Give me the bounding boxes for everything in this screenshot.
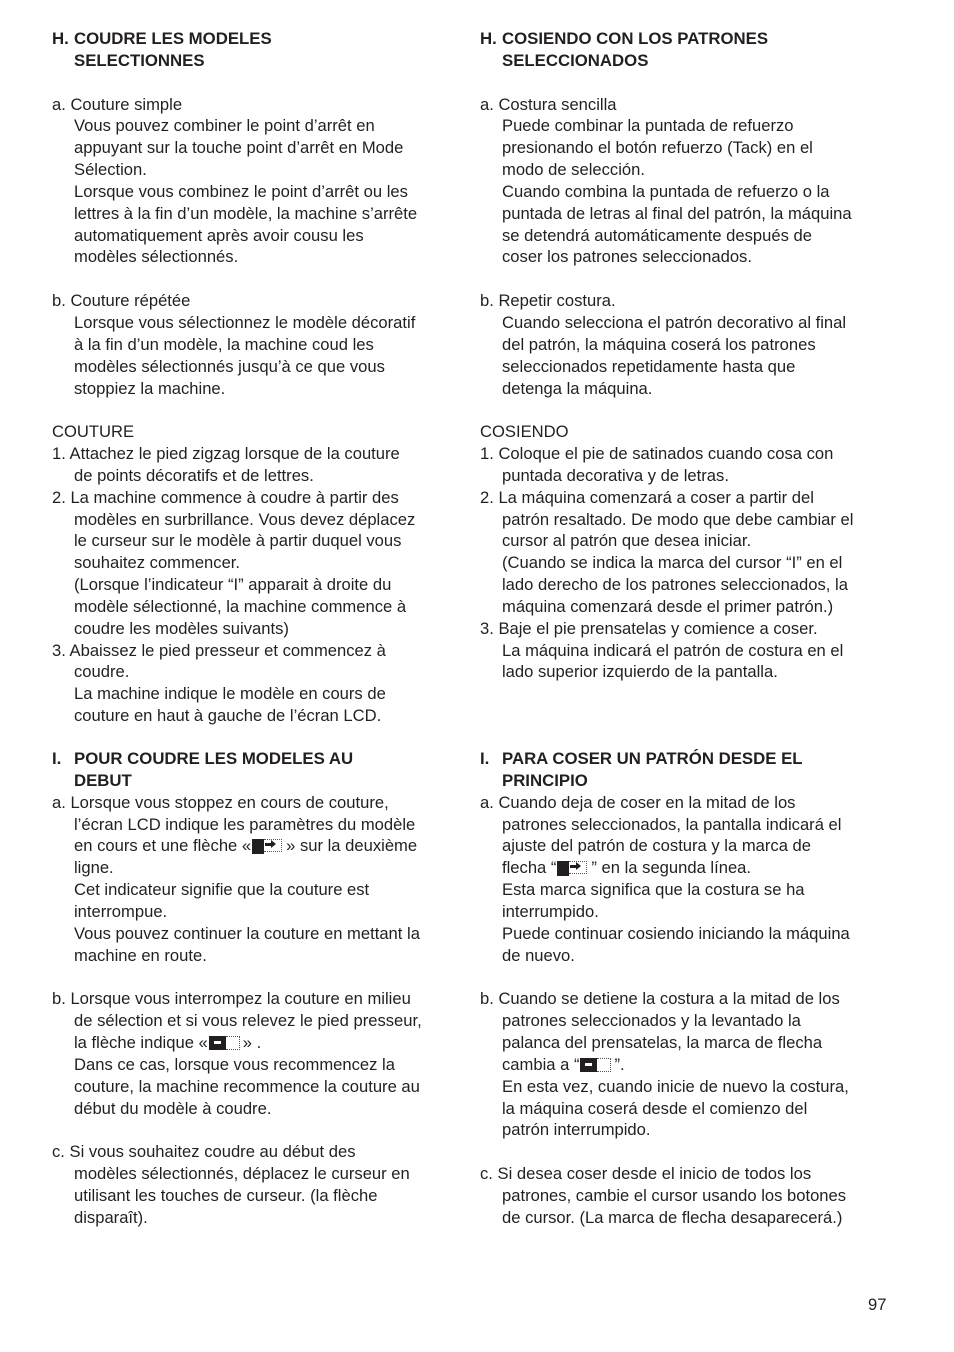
text-line: interrumpido.	[502, 901, 599, 921]
subheading-couture: COUTURE	[52, 422, 135, 442]
text-line: patrón interrumpido.	[502, 1120, 651, 1140]
text-line: c. Si vous souhaitez coudre au début des	[52, 1142, 356, 1162]
section-heading-h-cont: SELECCIONADOS	[502, 50, 649, 70]
text-line: se detendrá automáticamente después de	[502, 225, 812, 245]
text-line: máquina comenzará desde el primer patrón.)	[502, 596, 834, 616]
section-heading-i-cont: DEBUT	[74, 770, 132, 790]
text-line: souhaitez commencer.	[74, 553, 241, 573]
arrow-block-indicator-icon	[209, 1036, 242, 1051]
left-column	[52, 28, 462, 1229]
text-line: a. Couture simple	[52, 94, 183, 114]
text-line: Vous pouvez continuer la couture en mettant la	[74, 923, 420, 943]
text-line: presionando el botón refuerzo (Tack) en el	[502, 138, 813, 158]
text-line: a. Cuando deja de coser en la mitad de los	[480, 792, 796, 812]
text-line: b. Couture répétée	[52, 291, 191, 311]
arrow-indicator-icon	[252, 839, 285, 854]
text-line: patrones, cambie el cursor usando los botones	[502, 1185, 847, 1205]
text-line: del patrón, la máquina coserá los patrones	[502, 334, 816, 354]
text-line: modèles sélectionnés, déplacez le curseur en	[74, 1164, 410, 1184]
text-line: interrompue.	[74, 901, 168, 921]
text-line: coudre les modèles suivants)	[74, 618, 289, 638]
section-heading-i: I. PARA COSER UN PATRÓN DESDE EL	[480, 749, 803, 768]
text-line: Cet indicateur signifie que la couture est	[74, 880, 370, 900]
text-line: Vous pouvez combiner le point d’arrêt en	[74, 116, 375, 136]
text-line: 2. La machine commence à coudre à partir des	[52, 487, 399, 507]
text-line: cursor al patrón que desea iniciar.	[502, 531, 752, 551]
subheading-cosiendo: COSIENDO	[480, 422, 569, 442]
text-line: palanca del prensatelas, la marca de flecha	[502, 1032, 823, 1052]
text-line: de points décoratifs et de lettres.	[74, 465, 314, 485]
text-line: stoppiez la machine.	[74, 378, 226, 398]
text-line: Cuando selecciona el patrón decorativo al final	[502, 312, 847, 332]
section-heading-h: H. COSIENDO CON LOS PATRONES	[480, 29, 769, 48]
text-line: b. Cuando se detiene la costura a la mitad de los	[480, 989, 840, 1009]
text-line-with-icon: la flèche indique « » .	[74, 1032, 262, 1052]
text-line: de nuevo.	[502, 945, 575, 965]
text-line: lado derecho de los patrones seleccionados, la	[502, 575, 848, 595]
text-line: de cursor. (La marca de flecha desaparecerá.)	[502, 1207, 843, 1227]
text-line: b. Lorsque vous interrompez la couture en milieu	[52, 989, 411, 1009]
text-line: Sélection.	[74, 160, 147, 180]
text-line: modèle sélectionné, la machine commence à	[74, 596, 407, 616]
text-line-with-icon: flecha “ ” en la segunda línea.	[502, 858, 752, 878]
text-line: Cuando combina la puntada de refuerzo o la	[502, 181, 830, 201]
text-line: (Lorsque l’indicateur “I” apparait à droite du	[74, 575, 392, 595]
text-line: modèles en surbrillance. Vous devez déplacez	[74, 509, 416, 529]
text-line: puntada de letras al final del patrón, la máquina	[502, 203, 852, 223]
arrow-indicator-icon	[557, 861, 590, 876]
text-line: Esta marca significa que la costura se ha	[502, 880, 805, 900]
text-line: modèles sélectionnés jusqu’à ce que vous	[74, 356, 385, 376]
text-line: coser los patrones seleccionados.	[502, 247, 752, 267]
text-line: Puede continuar cosiendo iniciando la máquina	[502, 923, 850, 943]
text-line: la máquina coserá desde el comienzo del	[502, 1098, 808, 1118]
text-line: lado superior izquierdo de la pantalla.	[502, 662, 778, 682]
text-line: 2. La máquina comenzará a coser a partir del	[480, 487, 814, 507]
text-line: (Cuando se indica la marca del cursor “I” en el	[502, 553, 843, 573]
text-line: l’écran LCD indique les paramètres du modèle	[74, 814, 416, 834]
text-line: a. Lorsque vous stoppez en cours de couture,	[52, 792, 389, 812]
text-line: ligne.	[74, 858, 114, 878]
text-line-with-icon: en cours et une flèche « » sur la deuxième	[74, 836, 418, 856]
text-line: a. Costura sencilla	[480, 94, 617, 114]
text-line: appuyant sur la touche point d’arrêt en Mode	[74, 138, 404, 158]
text-line: à la fin d’un modèle, la machine coud les	[74, 334, 374, 354]
text-line: Dans ce cas, lorsque vous recommencez la	[74, 1054, 395, 1074]
text-line: modo de selección.	[502, 160, 645, 180]
text-line: début du modèle à coudre.	[74, 1098, 272, 1118]
text-line: coudre.	[74, 662, 130, 682]
section-heading-i: I. POUR COUDRE LES MODELES AU	[52, 749, 354, 768]
text-line-with-icon: cambia a “ ”.	[502, 1054, 625, 1074]
page-number: 97	[868, 1295, 887, 1314]
arrow-block-indicator-icon	[580, 1058, 613, 1073]
text-line: La machine indique le modèle en cours de	[74, 684, 386, 704]
text-line: seleccionados repetidamente hasta que	[502, 356, 796, 376]
text-line: puntada decorativa y de letras.	[502, 465, 729, 485]
text-line: Lorsque vous combinez le point d’arrêt ou les	[74, 181, 408, 201]
text-line: 3. Abaissez le pied presseur et commencez à	[52, 640, 386, 660]
text-line: 3. Baje el pie prensatelas y comience a coser.	[480, 618, 818, 638]
text-line: patrón resaltado. De modo que debe cambiar el	[502, 509, 854, 529]
text-line: lettres à la fin d’un modèle, la machine s’arrête	[74, 203, 418, 223]
text-line: machine en route.	[74, 945, 207, 965]
text-line: En esta vez, cuando inicie de nuevo la costura,	[502, 1076, 849, 1096]
text-line: de sélection et si vous relevez le pied presseur,	[74, 1011, 422, 1031]
text-line: couture en haut à gauche de l’écran LCD.	[74, 706, 382, 726]
text-line: Puede combinar la puntada de refuerzo	[502, 116, 794, 136]
text-line: Lorsque vous sélectionnez le modèle décoratif	[74, 312, 416, 332]
section-heading-i-cont: PRINCIPIO	[502, 770, 588, 790]
text-line: patrones seleccionados y la levantado la	[502, 1011, 801, 1031]
section-heading-h: H. COUDRE LES MODELES	[52, 29, 272, 48]
text-line: detenga la máquina.	[502, 378, 653, 398]
text-line: b. Repetir costura.	[480, 291, 616, 311]
text-line: patrones seleccionados, la pantalla indicará el	[502, 814, 842, 834]
text-line: le curseur sur le modèle à partir duquel vous	[74, 531, 402, 551]
text-line: modèles sélectionnés.	[74, 247, 239, 267]
text-line: utilisant les touches de curseur. (la flèche	[74, 1185, 378, 1205]
text-line: automatiquement après avoir cousu les	[74, 225, 364, 245]
text-line: 1. Coloque el pie de satinados cuando cosa con	[480, 444, 834, 464]
text-line: 1. Attachez le pied zigzag lorsque de la couture	[52, 444, 400, 464]
text-line: disparaît).	[74, 1207, 148, 1227]
text-line: couture, la machine recommence la couture au	[74, 1076, 420, 1096]
text-line: ajuste del patrón de costura y la marca de	[502, 836, 812, 856]
right-column	[480, 28, 892, 1229]
text-line: La máquina indicará el patrón de costura en el	[502, 640, 844, 660]
text-line: c. Si desea coser desde el inicio de todos los	[480, 1164, 812, 1184]
section-heading-h-cont: SELECTIONNES	[74, 50, 205, 70]
